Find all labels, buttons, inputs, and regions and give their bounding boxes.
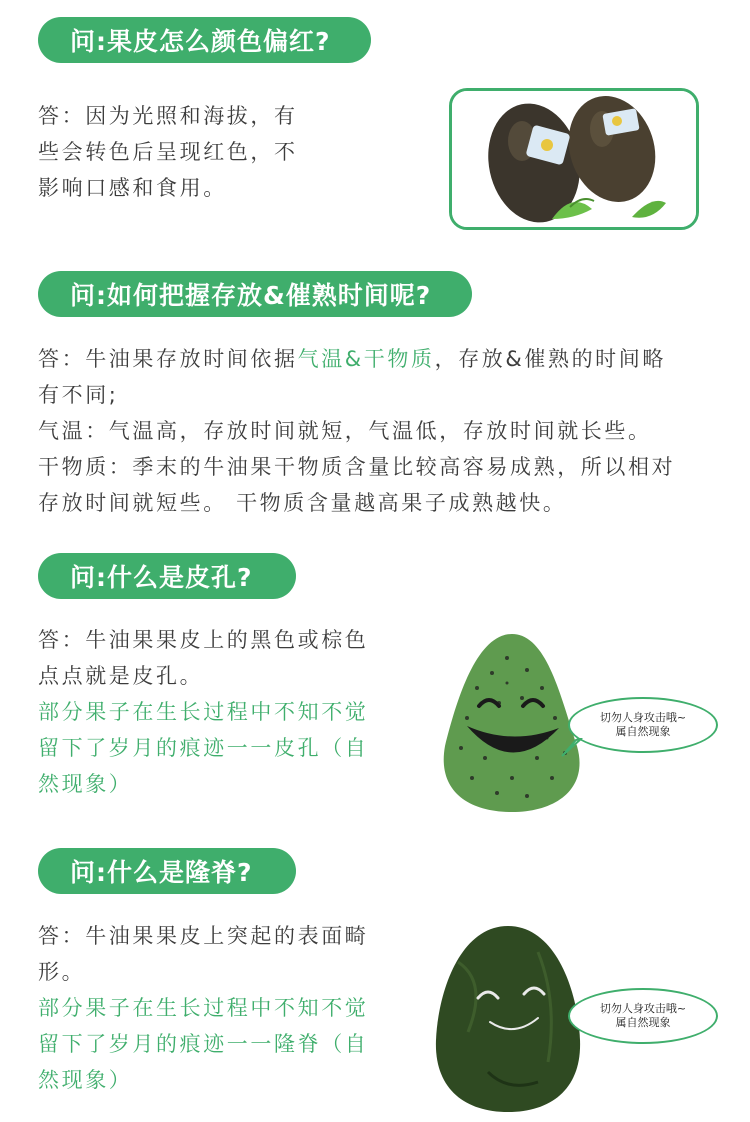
answer-color [38,98,338,206]
highlight-text: 部分果子在生长过程中不知不觉 [38,700,369,724]
bubble-line-2: 属自然现象 [615,725,671,738]
smiling-avocado-dark [428,922,588,1116]
answer-text: 些会转色后呈现红色，不 [38,140,298,164]
highlight-text: 留下了岁月的痕迹一一皮孔（自 [38,736,369,760]
answer-line [38,918,418,954]
answer-line [38,485,728,521]
answer-text: 存放时间就短些。 干物质含量越高果子成熟越快。 [38,491,567,515]
answer-line [38,658,418,694]
highlight-text: 然现象） [38,772,133,796]
answer-line [38,413,728,449]
highlight-text: 部分果子在生长过程中不知不觉 [38,996,369,1020]
answer-line [38,341,728,377]
question-pill-ridge: 问:什么是隆脊? [38,848,296,894]
question-pill-storage: 问:如何把握存放&催熟时间呢? [38,271,472,317]
bubble-line-2: 属自然现象 [615,1016,671,1029]
highlight-text: 留下了岁月的痕迹一一隆脊（自 [38,1032,369,1056]
answer-line [38,170,338,206]
highlight-text: 气温&干物质 [297,347,435,371]
answer-line [38,1026,418,1062]
answer-text: 答：牛油果果皮上突起的表面畸 [38,924,369,948]
smiling-avocado-spotted [437,628,587,814]
speech-bubble-lenticel [568,697,718,753]
answer-line [38,377,728,413]
answer-text: 形。 [38,960,86,984]
answer-ridge [38,918,418,1098]
bubble-tail [560,738,584,758]
bubble-line-1: 切勿人身攻击哦~ [599,711,687,724]
answer-line [38,990,418,1026]
question-pill-lenticel: 问:什么是皮孔? [38,553,296,599]
highlight-text: 然现象） [38,1068,133,1092]
answer-line [38,622,418,658]
speech-bubble-ridge [568,988,718,1044]
answer-lenticel [38,622,418,802]
answer-text: 点点就是皮孔。 [38,664,204,688]
answer-text: 答：牛油果果皮上的黑色或棕色 [38,628,369,652]
answer-line [38,694,418,730]
bubble-line-1: 切勿人身攻击哦~ [599,1002,687,1015]
avocado-pair-image [452,91,696,227]
answer-text: 气温：气温高，存放时间就短，气温低，存放时间就长些。 [38,419,652,443]
answer-line [38,449,728,485]
answer-line [38,98,338,134]
answer-line [38,134,338,170]
answer-line [38,730,418,766]
answer-line [38,1062,418,1098]
answer-text: 有不同; [38,383,119,407]
question-pill-color: 问:果皮怎么颜色偏红? [38,17,371,63]
answer-text: 答：因为光照和海拔，有 [38,104,298,128]
answer-line [38,766,418,802]
avocado-photo [449,88,699,230]
answer-text: 答：牛油果存放时间依据 [38,347,298,371]
answer-text: 干物质：季末的牛油果干物质含量比较高容易成熟，所以相对 [38,455,676,479]
answer-storage [38,341,728,521]
answer-text: 影响口感和食用。 [38,176,227,200]
answer-line [38,954,418,990]
answer-text: ，存放&催熟的时间略 [434,347,666,371]
